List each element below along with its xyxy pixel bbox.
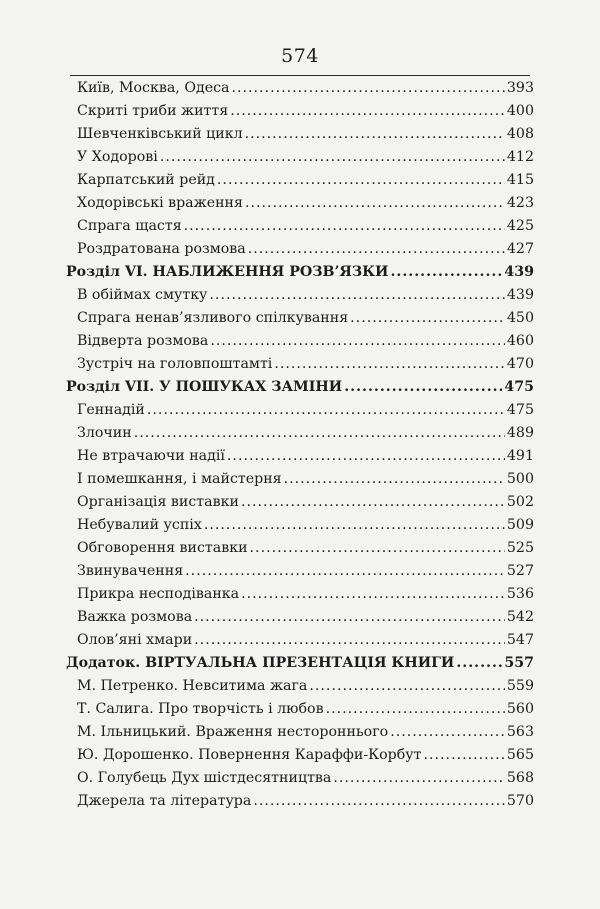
toc-entry — [66, 629, 534, 652]
toc-entry-title: Відверта розмова — [77, 333, 209, 349]
dot-leader — [227, 445, 505, 468]
toc-entry-page: 412 — [506, 149, 534, 165]
dot-leader — [160, 146, 505, 169]
toc-entry — [66, 330, 534, 353]
toc-entry-title: Не втрачаючи надії — [77, 448, 225, 464]
dot-leader — [245, 123, 505, 146]
dot-leader — [333, 767, 505, 790]
toc-entry-title: Злочин — [77, 425, 132, 441]
dot-leader — [204, 514, 505, 537]
toc-entry-title: Роздратована розмова — [77, 241, 246, 257]
toc-entry — [66, 422, 534, 445]
toc-entry-title: Шевченківський цикл — [77, 126, 243, 142]
toc-entry-page: 527 — [506, 563, 534, 579]
toc-entry-page: 525 — [506, 540, 534, 556]
toc-entry-title: Джерела та література — [77, 793, 252, 809]
toc-entry — [66, 744, 534, 767]
toc-entry-title: Спрага щастя — [77, 218, 182, 234]
toc-entry-title: Обговорення виставки — [77, 540, 248, 556]
toc-entry-page: 408 — [506, 126, 534, 142]
dot-leader — [309, 675, 505, 698]
dot-leader — [210, 330, 505, 353]
toc-entry — [66, 77, 534, 100]
toc-entry-page: 491 — [506, 448, 534, 464]
toc-entry — [66, 123, 534, 146]
dot-leader — [185, 560, 505, 583]
toc-entry-page: 536 — [506, 586, 534, 602]
toc-entry-title: Спрага ненав’язливого спілкування — [77, 310, 349, 326]
toc-entry-title: У Ходорові — [77, 149, 158, 165]
dot-leader — [184, 215, 505, 238]
toc-entry-title: Небувалий успіх — [77, 517, 202, 533]
dot-leader — [241, 583, 505, 606]
toc-entry-page: 393 — [506, 80, 534, 96]
toc-entry-title: Олов’яні хмари — [77, 632, 193, 648]
toc-entry-title: М. Петренко. Невситима жага — [77, 678, 308, 694]
toc-entry-title: Зустріч на головпоштамті — [77, 356, 273, 372]
toc-entry-page: 560 — [506, 701, 534, 717]
toc-entry — [66, 514, 534, 537]
toc-entry-title: Прикра несподіванка — [77, 586, 240, 602]
dot-leader — [326, 698, 505, 721]
dot-leader — [344, 376, 502, 399]
dot-leader — [194, 629, 505, 652]
toc-entry — [66, 675, 534, 698]
toc-entry — [66, 583, 534, 606]
toc-entry — [66, 284, 534, 307]
dot-leader — [209, 284, 504, 307]
toc-entry — [66, 445, 534, 468]
toc-entry — [66, 215, 534, 238]
toc-entry-page: 415 — [506, 172, 534, 188]
toc-entry-title: О. Голубець Дух шістдесятництва — [77, 770, 332, 786]
toc-entry — [66, 560, 534, 583]
toc-entry-title: Розділ VI. НАБЛИЖЕННЯ РОЗВ’ЯЗКИ — [66, 264, 389, 280]
toc-entry-page: 470 — [506, 356, 534, 372]
toc-entry-page: 568 — [506, 770, 534, 786]
toc-entry-title: Звинувачення — [77, 563, 184, 579]
table-of-contents — [66, 77, 534, 813]
toc-entry-title: Карпатський рейд — [77, 172, 215, 188]
toc-entry-page: 557 — [504, 655, 534, 671]
toc-entry — [66, 790, 534, 813]
toc-entry — [66, 169, 534, 192]
toc-entry-page: 400 — [506, 103, 534, 119]
toc-entry-page: 439 — [506, 287, 534, 303]
toc-entry-title: Т. Салига. Про творчість і любов — [77, 701, 324, 717]
toc-entry-title: Додаток. ВІРТУАЛЬНА ПРЕЗЕНТАЦІЯ КНИГИ — [66, 655, 455, 671]
toc-entry-page: 547 — [506, 632, 534, 648]
dot-leader — [217, 169, 505, 192]
toc-entry-title: І помешкання, і майстерня — [77, 471, 282, 487]
toc-entry-title: Організація виставки — [77, 494, 239, 510]
toc-entry-page: 563 — [506, 724, 534, 740]
toc-entry — [66, 100, 534, 123]
toc-section-entry — [66, 652, 534, 675]
dot-leader — [232, 77, 505, 100]
toc-entry-page: 542 — [506, 609, 534, 625]
toc-entry-title: М. Ільницький. Враження нестороннього — [77, 724, 389, 740]
toc-entry — [66, 192, 534, 215]
toc-entry — [66, 698, 534, 721]
toc-entry-title: Київ, Москва, Одеса — [77, 80, 230, 96]
toc-entry — [66, 146, 534, 169]
toc-entry — [66, 491, 534, 514]
toc-entry — [66, 238, 534, 261]
dot-leader — [245, 192, 505, 215]
dot-leader — [253, 790, 505, 813]
toc-entry-title: Геннадій — [77, 402, 145, 418]
dot-leader — [134, 422, 505, 445]
dot-leader — [147, 399, 505, 422]
toc-entry — [66, 307, 534, 330]
toc-entry-page: 423 — [506, 195, 534, 211]
dot-leader — [250, 537, 505, 560]
toc-entry-page: 565 — [506, 747, 534, 763]
dot-leader — [390, 261, 502, 284]
toc-entry — [66, 537, 534, 560]
toc-entry-title: Розділ VII. У ПОШУКАХ ЗАМІНИ — [66, 379, 343, 395]
toc-entry-page: 439 — [504, 264, 534, 280]
toc-entry-title: Ю. Дорошенко. Повернення Караффи-Корбут — [77, 747, 422, 763]
toc-entry-title: В обіймах смутку — [77, 287, 208, 303]
dot-leader — [274, 353, 505, 376]
dot-leader — [390, 721, 505, 744]
header-rule — [70, 75, 530, 76]
dot-leader — [248, 238, 505, 261]
toc-entry-title: Важка розмова — [77, 609, 193, 625]
toc-entry — [66, 399, 534, 422]
dot-leader — [241, 491, 505, 514]
toc-entry-page: 509 — [506, 517, 534, 533]
toc-entry-page: 489 — [506, 425, 534, 441]
toc-entry-page: 460 — [506, 333, 534, 349]
toc-entry-title: Скриті триби життя — [77, 103, 229, 119]
dot-leader — [194, 606, 505, 629]
toc-entry — [66, 721, 534, 744]
dot-leader — [456, 652, 502, 675]
toc-entry — [66, 767, 534, 790]
toc-section-entry — [66, 376, 534, 399]
toc-entry-page: 425 — [506, 218, 534, 234]
dot-leader — [350, 307, 505, 330]
page-number: 574 — [281, 45, 319, 67]
toc-entry-page: 450 — [506, 310, 534, 326]
toc-entry-page: 502 — [506, 494, 534, 510]
dot-leader — [230, 100, 505, 123]
toc-entry — [66, 353, 534, 376]
toc-section-entry — [66, 261, 534, 284]
toc-entry-page: 427 — [506, 241, 534, 257]
toc-entry-page: 500 — [506, 471, 534, 487]
toc-entry-page: 475 — [504, 379, 534, 395]
toc-entry-title: Ходорівські враження — [77, 195, 243, 211]
dot-leader — [424, 744, 505, 767]
toc-entry — [66, 606, 534, 629]
toc-entry-page: 570 — [506, 793, 534, 809]
dot-leader — [284, 468, 505, 491]
toc-entry — [66, 468, 534, 491]
toc-entry-page: 475 — [506, 402, 534, 418]
toc-entry-page: 559 — [506, 678, 534, 694]
